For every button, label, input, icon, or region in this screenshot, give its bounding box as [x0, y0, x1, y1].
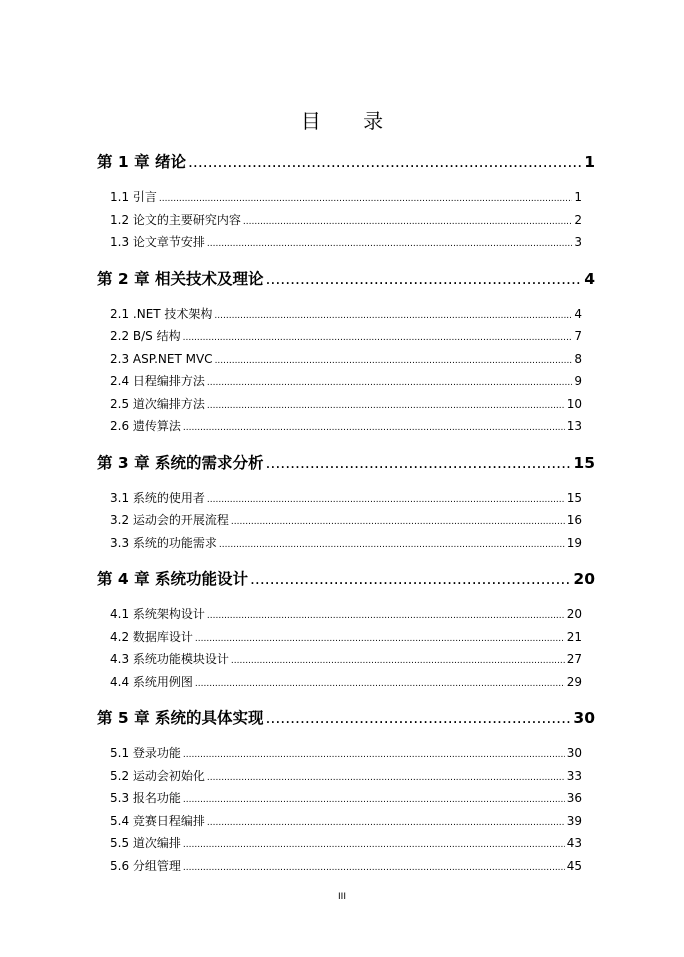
toc-section-entry-label: 1.3 论文章节安排 [110, 235, 205, 249]
toc-section-entry-label: 4.1 系统架构设计 [110, 607, 205, 621]
dot-leader [207, 233, 572, 256]
toc-section-entry-label: 2.6 遗传算法 [110, 419, 181, 433]
dot-leader [250, 567, 571, 591]
page-number-footer: III [338, 892, 346, 902]
toc-section-entry-label: 2.5 道次编排方法 [110, 396, 205, 411]
toc-section-entry[interactable] [110, 415, 582, 438]
dot-leader [231, 650, 565, 673]
toc-chapter-entry-page-number: 1 [584, 153, 595, 171]
toc-section-entry-page-number: 43 [566, 836, 582, 850]
toc-section-entry[interactable] [110, 671, 582, 694]
toc-section-entry-page-number: 4 [574, 306, 582, 321]
dot-leader [214, 305, 572, 328]
toc-section-entry-page-number: 2 [574, 212, 582, 227]
toc-section-entry-page-number: 16 [566, 513, 582, 527]
toc-title: 目 录 [300, 109, 402, 133]
toc-section-entry[interactable] [110, 742, 582, 765]
toc-section-entry[interactable] [110, 509, 582, 532]
dot-leader [183, 327, 573, 350]
toc-section-entry-page-number: 33 [566, 768, 582, 783]
toc-section-entry-page-number: 3 [574, 235, 582, 249]
toc-chapter-entry[interactable] [97, 706, 595, 730]
dot-leader [207, 812, 565, 835]
toc-section-entry-page-number: 10 [566, 396, 582, 411]
toc-chapter-entry-label: 第 4 章 系统功能设计 [97, 570, 248, 588]
dot-leader [219, 534, 565, 557]
dot-leader [207, 372, 572, 395]
toc-section-entry[interactable] [110, 303, 582, 326]
toc-section-entry[interactable] [110, 603, 582, 626]
dot-leader [207, 605, 565, 628]
toc-section-entry-page-number: 8 [574, 351, 582, 366]
dot-leader [183, 857, 565, 880]
toc-section-entry-label: 2.4 日程编排方法 [110, 374, 205, 388]
toc-chapter-entry[interactable] [97, 451, 595, 475]
toc-section-entry[interactable] [110, 393, 582, 416]
toc-section-entry-label: 1.2 论文的主要研究内容 [110, 212, 241, 227]
dot-leader [183, 834, 565, 857]
toc-section-entry[interactable] [110, 370, 582, 393]
dot-leader [207, 767, 565, 790]
toc-section-entry[interactable] [110, 648, 582, 671]
dot-leader [265, 451, 571, 475]
dot-leader [188, 150, 582, 174]
dot-leader [265, 267, 582, 291]
toc-section-entry-page-number: 9 [574, 374, 582, 388]
dot-leader [231, 511, 565, 534]
toc-chapter-entry-label: 第 3 章 系统的需求分析 [97, 453, 264, 472]
toc-chapter-entry[interactable] [97, 267, 595, 291]
toc-section-entry-label: 4.4 系统用例图 [110, 674, 193, 689]
toc-chapter-entry-page-number: 4 [584, 269, 595, 288]
toc-section-entry-page-number: 45 [566, 858, 582, 873]
toc-section-entry[interactable] [110, 348, 582, 371]
toc-section-entry[interactable] [110, 325, 582, 348]
toc-section-entry[interactable] [110, 186, 582, 209]
dot-leader [183, 417, 565, 440]
toc-section-entry-page-number: 13 [566, 419, 582, 433]
toc-section-entry-page-number: 39 [566, 813, 582, 828]
toc-section-entry-label: 3.3 系统的功能需求 [110, 535, 217, 550]
toc-chapter-entry-page-number: 20 [573, 570, 595, 588]
toc-chapter-entry-page-number: 15 [573, 453, 595, 472]
toc-section-entry-label: 2.1 .NET 技术架构 [110, 306, 213, 321]
toc-section-entry-label: 3.1 系统的使用者 [110, 490, 205, 505]
toc-chapter-entry-label: 第 5 章 系统的具体实现 [97, 709, 264, 727]
toc-section-entry[interactable] [110, 626, 582, 649]
dot-leader [195, 673, 565, 696]
toc-chapter-entry[interactable] [97, 150, 595, 174]
toc-section-entry-label: 5.5 道次编排 [110, 836, 181, 850]
dot-leader [183, 744, 565, 767]
dot-leader [265, 706, 571, 730]
toc-section-entry-page-number: 36 [566, 791, 582, 805]
dot-leader [215, 350, 573, 373]
toc-section-entry-page-number: 20 [566, 607, 582, 621]
toc-section-entry-label: 2.2 B/S 结构 [110, 329, 181, 343]
toc-section-entry-page-number: 7 [574, 329, 582, 343]
dot-leader [183, 789, 565, 812]
toc-section-entry-label: 5.1 登录功能 [110, 746, 181, 760]
dot-leader [159, 188, 572, 211]
toc-section-entry[interactable] [110, 765, 582, 788]
dot-leader [207, 489, 565, 512]
toc-section-entry[interactable] [110, 532, 582, 555]
dot-leader [243, 211, 572, 234]
toc-section-entry[interactable] [110, 487, 582, 510]
toc-chapter-entry-page-number: 30 [573, 709, 595, 727]
dot-leader [207, 395, 565, 418]
toc-section-entry-page-number: 21 [566, 629, 582, 644]
toc-section-entry[interactable] [110, 209, 582, 232]
toc-chapter-entry[interactable] [97, 567, 595, 591]
toc-chapter-entry-label: 第 2 章 相关技术及理论 [97, 269, 264, 288]
toc-section-entry-label: 2.3 ASP.NET MVC [110, 351, 213, 366]
toc-section-entry-label: 4.3 系统功能模块设计 [110, 652, 229, 666]
toc-section-entry[interactable] [110, 855, 582, 878]
toc-section-entry-page-number: 30 [566, 746, 582, 760]
toc-section-entry[interactable] [110, 231, 582, 254]
toc-section-entry-page-number: 27 [566, 652, 582, 666]
toc-section-entry[interactable] [110, 832, 582, 855]
toc-section-entry[interactable] [110, 810, 582, 833]
toc-section-entry-page-number: 19 [566, 535, 582, 550]
toc-section-entry[interactable] [110, 787, 582, 810]
toc-section-entry-label: 5.4 竞赛日程编排 [110, 813, 205, 828]
toc-chapter-entry-label: 第 1 章 绪论 [97, 153, 186, 171]
toc-section-entry-label: 5.3 报名功能 [110, 791, 181, 805]
toc-list [0, 150, 684, 877]
toc-section-entry-label: 3.2 运动会的开展流程 [110, 513, 229, 527]
toc-section-entry-page-number: 15 [566, 490, 582, 505]
toc-section-entry-label: 4.2 数据库设计 [110, 629, 193, 644]
dot-leader [195, 628, 565, 651]
toc-section-entry-label: 5.2 运动会初始化 [110, 768, 205, 783]
toc-section-entry-page-number: 1 [574, 190, 582, 204]
toc-section-entry-label: 5.6 分组管理 [110, 858, 181, 873]
toc-section-entry-page-number: 29 [566, 674, 582, 689]
toc-section-entry-label: 1.1 引言 [110, 190, 157, 204]
